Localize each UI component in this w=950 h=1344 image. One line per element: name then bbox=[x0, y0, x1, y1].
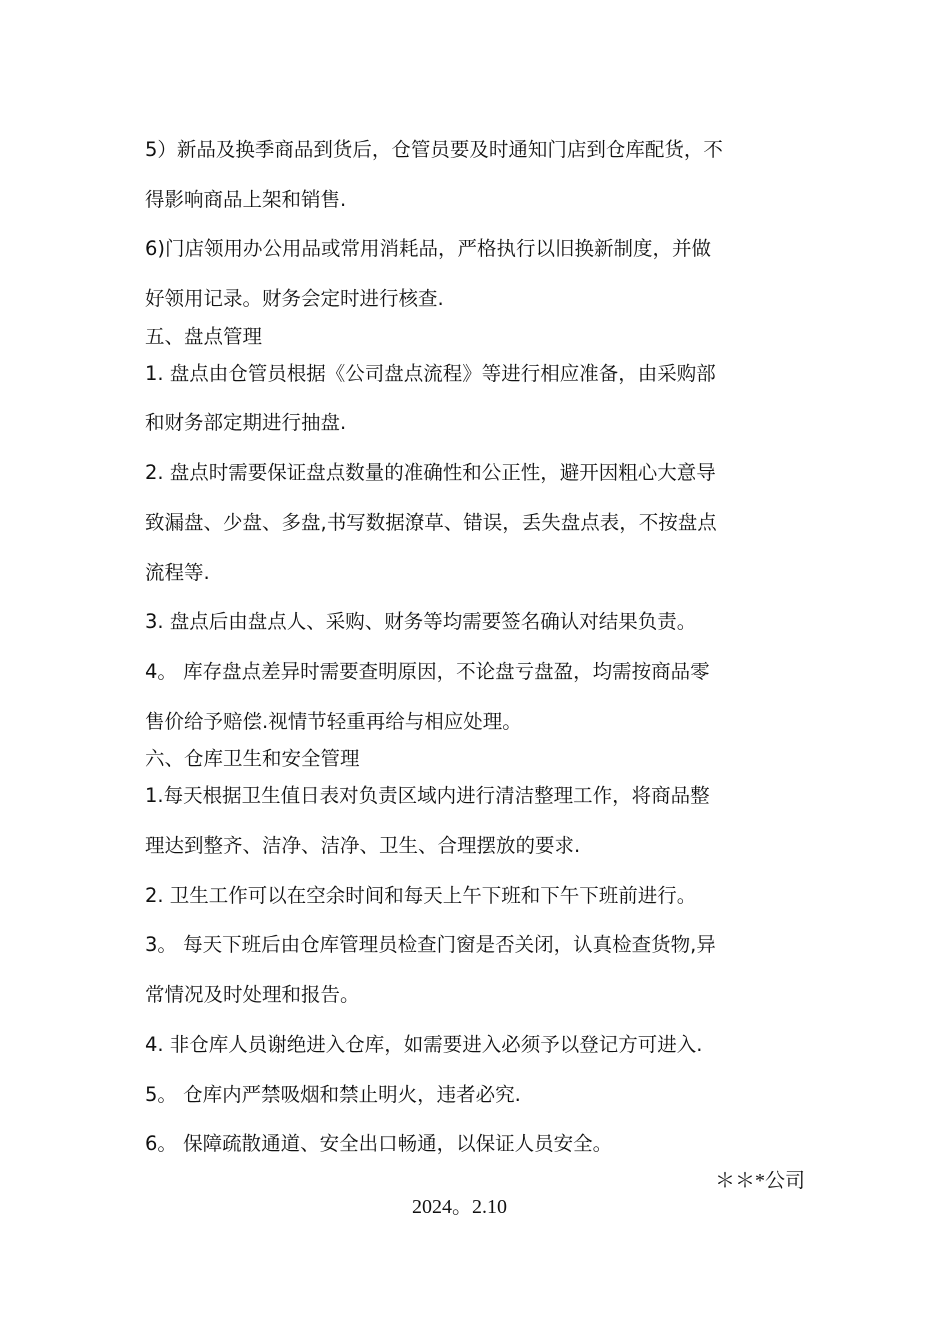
paragraph-line: 2. 卫生工作可以在空余时间和每天上午下班和下午下班前进行。 bbox=[145, 884, 697, 907]
signature-date: 2024。2.10 bbox=[412, 1196, 507, 1218]
paragraph-line: 5。 仓库内严禁吸烟和禁止明火，违者必究. bbox=[145, 1083, 521, 1106]
paragraph-line: 1. 盘点由仓管员根据《公司盘点流程》等进行相应准备，由采购部 bbox=[145, 362, 716, 385]
paragraph-line: 和财务部定期进行抽盘. bbox=[145, 411, 347, 434]
paragraph-line: 3。 每天下班后由仓库管理员检查门窗是否关闭，认真检查货物,异 bbox=[145, 933, 716, 956]
paragraph-line: 4。 库存盘点差异时需要查明原因，不论盘亏盘盈，均需按商品零 bbox=[145, 660, 710, 683]
paragraph-line: 2. 盘点时需要保证盘点数量的准确性和公正性，避开因粗心大意导 bbox=[145, 461, 716, 484]
signature-company: ＊＊*公司 bbox=[715, 1170, 805, 1192]
paragraph-line: 流程等. bbox=[145, 561, 210, 584]
paragraph-line: 6。 保障疏散通道、安全出口畅通，以保证人员安全。 bbox=[145, 1132, 613, 1155]
paragraph-line: 6)门店领用办公用品或常用消耗品，严格执行以旧换新制度，并做 bbox=[145, 237, 712, 260]
paragraph-line: 常情况及时处理和报告。 bbox=[145, 983, 360, 1006]
section-heading-hygiene-safety: 六、仓库卫生和安全管理 bbox=[145, 747, 360, 770]
paragraph-line: 致漏盘、少盘、多盘,书写数据潦草、错误，丢失盘点表，不按盘点 bbox=[145, 511, 717, 534]
paragraph-line: 3. 盘点后由盘点人、采购、财务等均需要签名确认对结果负责。 bbox=[145, 610, 697, 633]
paragraph-line: 5）新品及换季商品到货后，仓管员要及时通知门店到仓库配货，不 bbox=[145, 138, 723, 161]
paragraph-line: 1.每天根据卫生值日表对负责区域内进行清洁整理工作，将商品整 bbox=[145, 784, 710, 807]
paragraph-line: 4. 非仓库人员谢绝进入仓库，如需要进入必须予以登记方可进入. bbox=[145, 1033, 703, 1056]
paragraph-line: 得影响商品上架和销售. bbox=[145, 188, 347, 211]
paragraph-line: 理达到整齐、洁净、洁净、卫生、合理摆放的要求. bbox=[145, 834, 581, 857]
section-heading-inventory: 五、盘点管理 bbox=[145, 325, 263, 348]
paragraph-line: 好领用记录。财务会定时进行核查. bbox=[145, 287, 444, 310]
paragraph-line: 售价给予赔偿.视情节轻重再给与相应处理。 bbox=[145, 710, 522, 733]
